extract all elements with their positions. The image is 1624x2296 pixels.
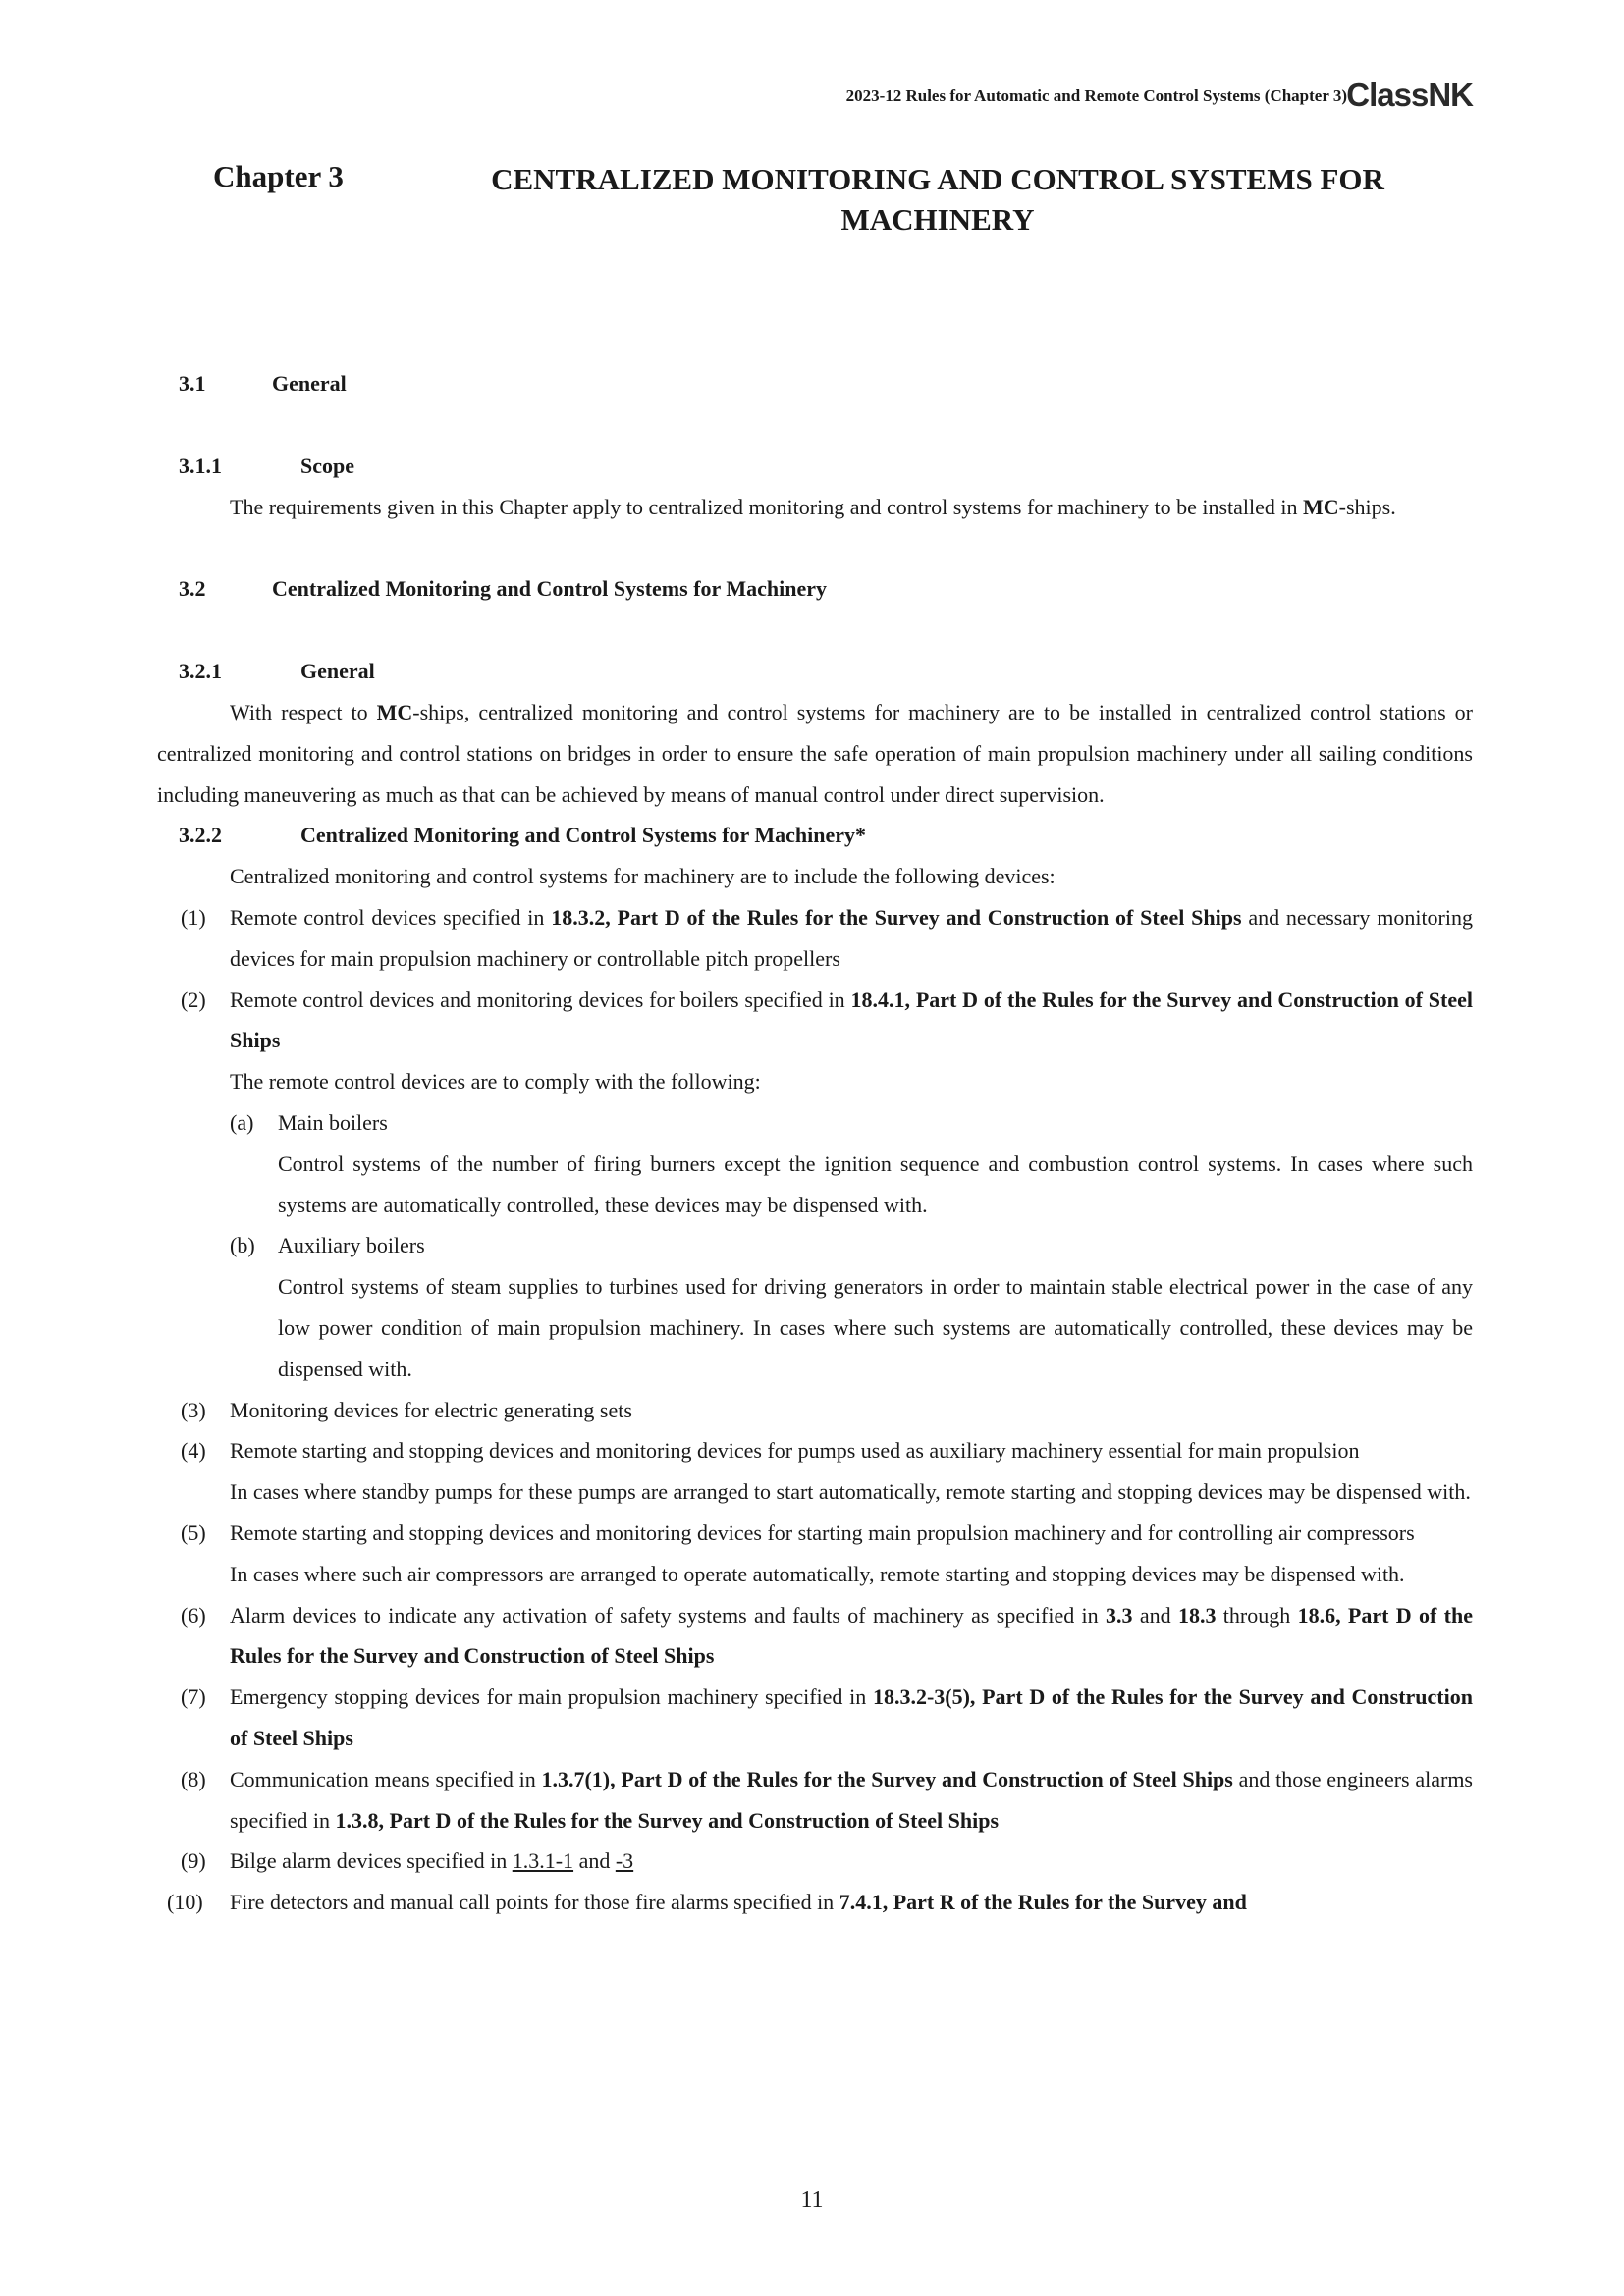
section-3-2-2-heading — [157, 815, 1473, 856]
running-header — [0, 77, 1473, 116]
scope-paragraph: The requirements given in this Chapter apply to centralized monitoring and control systems for machinery to be installed in MC-ships. — [230, 494, 1396, 519]
running-title: 2023-12 Rules for Automatic and Remote Control Systems (Chapter 3) — [845, 86, 1347, 105]
item-label: (1) — [181, 904, 206, 930]
list-item-6: (6) Alarm devices to indicate any activation of safety systems and faults of machinery as specified in 3.3 and 18.3 through 18.6, Part D of the Rules for the Survey and Construction of Steel Ships — [157, 1595, 1473, 1678]
reference-link[interactable]: 1.3.1-1 — [512, 1848, 574, 1874]
subitem-b: (b) Auxiliary boilers — [157, 1225, 1473, 1266]
item-label: (9) — [181, 1848, 206, 1874]
list-item-4: (4) Remote starting and stopping devices and monitoring devices for pumps used as auxiliary machinery essential for main propulsion — [157, 1430, 1473, 1471]
section-number: 3.2 — [179, 576, 206, 602]
list-item-2: (2) Remote control devices and monitoring devices for boilers specified in 18.4.1, Part D of the Rules for the Survey and Construction of Steel Ships — [157, 980, 1473, 1062]
item-label: (3) — [181, 1397, 206, 1422]
general-paragraph: With respect to MC-ships, centralized monitoring and control systems for machinery are to be installed in centralized control stations or centralized monitoring and control stations on bridges in order to ensure the safe operation of main propulsion machinery under all sailing conditions including maneuvering as much as that can be achieved by means of manual control under direct supervision. — [157, 699, 1474, 807]
item-5-note: In cases where such air compressors are arranged to operate automatically, remote starting and stopping devices may be dispensed with. — [230, 1561, 1405, 1586]
document-body — [157, 363, 1473, 1923]
subitem-a-text: Control systems of the number of firing burners except the ignition sequence and combustion control systems. In cases where such systems are automatically controlled, these devices may be dispensed with. — [278, 1150, 1473, 1217]
section-title: General — [300, 659, 375, 684]
list-item-8: (8) Communication means specified in 1.3.7(1), Part D of the Rules for the Survey and Construction of Steel Ships and those engineers alarms specified in 1.3.8, Part D of the Rules for the Survey and Construction of Steel Ships — [157, 1759, 1473, 1842]
section-3-2-heading — [157, 568, 1473, 610]
chapter-number: Chapter 3 — [213, 159, 344, 193]
section-number: 3.2.2 — [179, 823, 222, 848]
subitem-b-text: Control systems of steam supplies to turbines used for driving generators in order to maintain stable electrical power in the case of any low power condition of main propulsion machinery. In cases where such systems are automatically controlled, these devices may be dispensed with. — [278, 1274, 1473, 1381]
list-item-9: (9) Bilge alarm devices specified in 1.3.1-1 and -3 — [157, 1841, 1473, 1882]
item-label: (2) — [181, 987, 206, 1012]
section-title: General — [272, 371, 347, 396]
item-label: (6) — [181, 1602, 206, 1628]
section-3-2-1-heading — [157, 651, 1473, 692]
devices-intro: Centralized monitoring and control systems for machinery are to include the following devices: — [230, 864, 1056, 889]
section-3-1-1-heading — [157, 446, 1473, 487]
section-title: Scope — [300, 453, 354, 478]
list-item-5: (5) Remote starting and stopping devices and monitoring devices for starting main propulsion machinery and for controlling air compressors — [157, 1513, 1473, 1554]
section-title: Centralized Monitoring and Control Systems for Machinery — [272, 576, 828, 602]
section-number: 3.1 — [179, 371, 206, 396]
classnk-logo: ClassNK — [1346, 77, 1473, 113]
list-item-1: (1) Remote control devices specified in 18.3.2, Part D of the Rules for the Survey and Construction of Steel Ships and necessary monitoring devices for main propulsion machinery or controllable pitch propellers — [157, 897, 1473, 980]
item-label: (4) — [181, 1438, 206, 1464]
subitem-label: (a) — [230, 1109, 254, 1135]
section-number: 3.2.1 — [179, 659, 222, 684]
item-label: (5) — [181, 1520, 206, 1545]
page-number: 11 — [800, 2187, 824, 2213]
list-item-7: (7) Emergency stopping devices for main propulsion machinery specified in 18.3.2-3(5), Part D of the Rules for the Survey and Construction of Steel Ships — [157, 1677, 1473, 1759]
subitem-a: (a) Main boilers — [157, 1102, 1473, 1144]
section-number: 3.1.1 — [179, 453, 222, 478]
list-item-3: (3) Monitoring devices for electric generating sets — [157, 1390, 1473, 1431]
subitem-label: (b) — [230, 1233, 255, 1258]
item-label: (7) — [181, 1684, 206, 1710]
item-label: (10) — [167, 1890, 203, 1915]
section-title: Centralized Monitoring and Control Systems for Machinery* — [300, 823, 867, 848]
reference-link[interactable]: -3 — [615, 1848, 634, 1874]
chapter-title: CENTRALIZED MONITORING AND CONTROL SYSTEMS FOR MACHINERY — [491, 162, 1384, 237]
item-2-note: The remote control devices are to comply with the following: — [230, 1069, 761, 1095]
list-item-10: (10) Fire detectors and manual call points for those fire alarms specified in 7.4.1, Part R of the Rules for the Survey and — [157, 1882, 1473, 1923]
section-3-1-heading — [157, 363, 1473, 404]
item-label: (8) — [181, 1766, 206, 1791]
item-4-note: In cases where standby pumps for these pumps are arranged to start automatically, remote starting and stopping devices may be dispensed with. — [230, 1479, 1471, 1505]
